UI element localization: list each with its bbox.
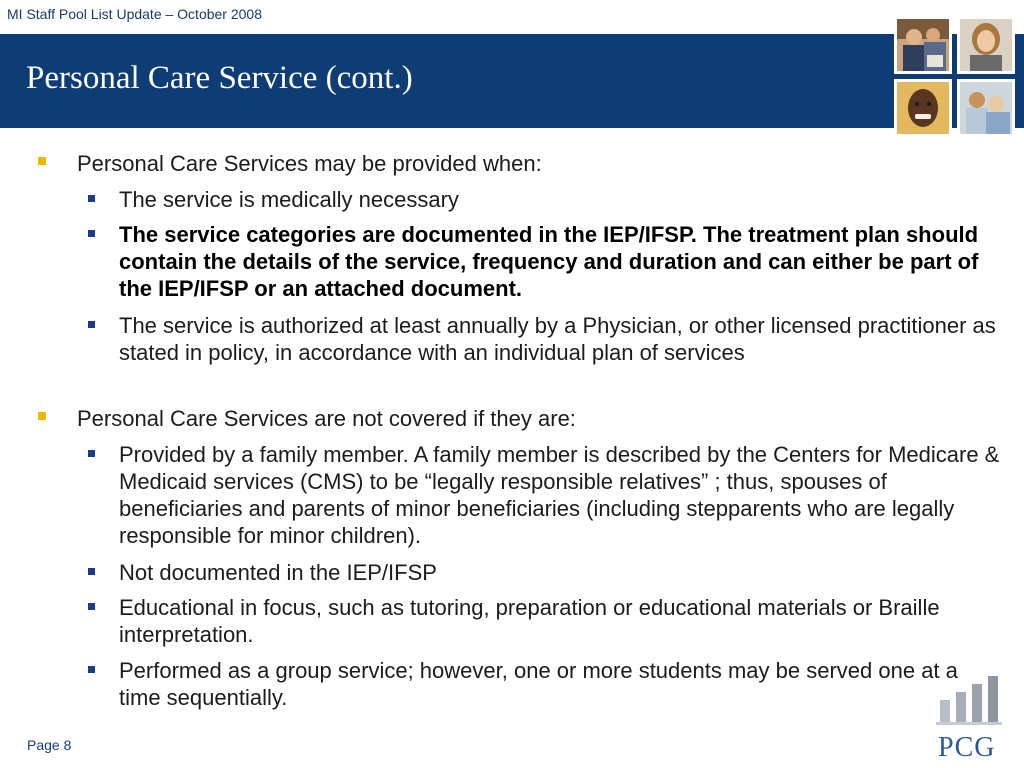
sub-bullet-text: The service is authorized at least annually by a Physician, or other licensed practitioner as stated in policy, in accordance with an individual plan of services <box>119 313 996 365</box>
woman-portrait-photo <box>957 16 1015 74</box>
business-people-photo <box>894 16 952 74</box>
student-tutoring-photo <box>957 79 1015 137</box>
sub-bullet-text: Not documented in the IEP/IFSP <box>119 560 437 585</box>
square-bullet-icon <box>88 666 95 673</box>
square-bullet-icon <box>88 230 95 237</box>
page-number: Page 8 <box>27 737 72 753</box>
slide-title: Personal Care Service (cont.) <box>26 60 413 96</box>
square-bullet-icon <box>88 568 95 575</box>
square-bullet-icon <box>38 157 46 165</box>
sub-bullet-text: The service is medically necessary <box>119 187 459 212</box>
header-caption: MI Staff Pool List Update – October 2008 <box>7 6 263 22</box>
sub-bullet-text-bold: The service categories are documented in the IEP/IFSP. The treatment plan should contain the details of the service, frequency and duration and can either be part of the IEP/IFSP or an attached document. <box>119 222 979 301</box>
smiling-man-photo <box>894 79 952 137</box>
pcg-logo-text: PCG <box>938 732 996 763</box>
bullet-text: Personal Care Services are not covered if they are: <box>77 406 576 431</box>
square-bullet-icon <box>38 412 46 420</box>
sub-bullet-text: Performed as a group service; however, one or more students may be served one at a time sequentially. <box>119 658 958 710</box>
square-bullet-icon <box>88 321 95 328</box>
photo-grid <box>891 16 1017 136</box>
square-bullet-icon <box>88 195 95 202</box>
sub-bullet-text: Provided by a family member. A family member is described by the Centers for Medicare & Medicaid services (CMS) to be “legally responsible relatives” ; thus, spouses of beneficiaries and parents of minor beneficiaries (including stepparents who are legally responsible for minor children). <box>119 442 1000 548</box>
square-bullet-icon <box>88 450 95 457</box>
sub-bullet-text: Educational in focus, such as tutoring, preparation or educational materials or Braille interpretation. <box>119 595 940 647</box>
square-bullet-icon <box>88 603 95 610</box>
bullet-text: Personal Care Services may be provided when: <box>77 151 542 176</box>
